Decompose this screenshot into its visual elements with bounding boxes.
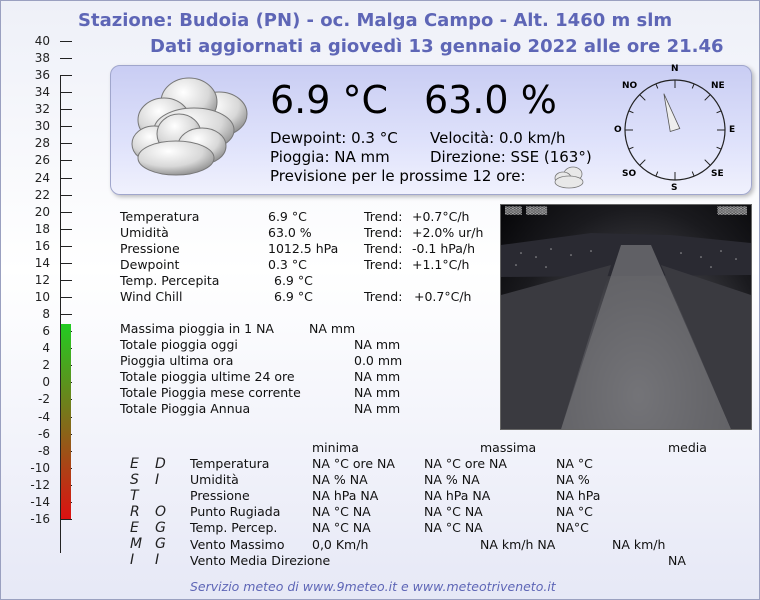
- extremes-row-min: NA °C NA: [312, 520, 371, 535]
- rain-max1h-label: Massima pioggia in 1 NA: [120, 321, 274, 336]
- oggi-letter: O: [155, 504, 167, 520]
- stat-label: Temperatura: [120, 209, 200, 224]
- stat-value: 6.9 °C: [274, 289, 313, 304]
- current-humidity: 63.0 %: [424, 78, 557, 122]
- wind-direction: Direzione: SSE (163°): [430, 148, 592, 166]
- update-time: Dati aggiornati a giovedì 13 gennaio 2022 alle ore 21.46: [150, 36, 724, 57]
- extremes-row-label: Punto Rugiada: [190, 504, 281, 519]
- stat-trend: +2.0% ur/h: [412, 225, 484, 240]
- rain-max1h-value: NA mm: [309, 321, 356, 336]
- station-title: Stazione: Budoia (PN) - oc. Malga Campo - Alt. 1460 m slm: [78, 10, 673, 31]
- extremes-row-label: Umidità: [190, 472, 239, 487]
- rain-last24-label: Totale pioggia ultime 24 ore: [120, 369, 295, 384]
- thermometer-tick-mark: [60, 297, 72, 298]
- compass-tick: [656, 84, 658, 89]
- extremes-row-avg: NA °C: [556, 504, 593, 519]
- extremes-row-label: Temperatura: [190, 456, 270, 471]
- extremes-row-avg: NA°C: [556, 520, 589, 535]
- thermometer-tick-label: -8: [38, 443, 50, 458]
- stat-trend-label: Trend:: [364, 289, 403, 304]
- oggi-letter: I: [155, 552, 160, 568]
- thermometer-tick-label: -12: [30, 477, 50, 492]
- thermometer-tick-label: 24: [34, 170, 50, 185]
- compass-ne: NE: [711, 81, 725, 91]
- thermometer-tick-label: 18: [34, 221, 50, 236]
- thermometer-tick-label: 30: [34, 119, 50, 134]
- compass-tick: [692, 84, 694, 89]
- compass-tick: [717, 111, 722, 113]
- stat-trend-label: Trend:: [364, 225, 403, 240]
- rain-year-label: Totale Pioggia Annua: [120, 401, 251, 416]
- stat-trend: -0.1 hPa/h: [412, 241, 476, 256]
- compass-n: N: [671, 64, 679, 74]
- compass-no: NO: [622, 81, 638, 91]
- webcam-scene: [501, 205, 751, 429]
- compass-e: E: [729, 125, 736, 135]
- wind-dir-label: Vento Media Direzione: [190, 553, 331, 568]
- thermometer-bar: [61, 324, 71, 519]
- compass-so: SO: [622, 169, 637, 179]
- wind-speed: Velocità: 0.0 km/h: [430, 129, 566, 147]
- rain-today-label: Totale pioggia oggi: [120, 337, 238, 352]
- extremes-header-avg: media: [668, 440, 707, 455]
- thermometer-tick-mark: [60, 143, 72, 144]
- thermometer-tick-mark: [60, 126, 72, 127]
- wind-max-min: 0,0 Km/h: [312, 537, 369, 552]
- forecast-label: Previsione per le prossime 12 ore:: [270, 167, 526, 185]
- extremes-row-max: NA hPa NA: [424, 488, 491, 503]
- thermometer-tick-label: 36: [34, 68, 50, 83]
- thermometer-tick-label: 6: [42, 324, 50, 339]
- rain-last24-value: NA mm: [354, 369, 401, 384]
- compass-tick: [629, 111, 634, 113]
- stat-trend: +0.7°C/h: [412, 209, 470, 224]
- extremes-row-min: NA °C ore NA: [312, 456, 395, 471]
- footer-credits[interactable]: Servizio meteo di www.9meteo.it e www.meteotriveneto.it: [190, 579, 556, 594]
- compass-tick: [629, 147, 634, 149]
- stat-trend: +1.1°C/h: [412, 257, 470, 272]
- extremes-row-min: NA °C NA: [312, 504, 371, 519]
- thermometer-tick-label: 22: [34, 187, 50, 202]
- thermometer-tick-mark: [60, 58, 72, 59]
- extremes-row-min: NA % NA: [312, 472, 368, 487]
- thermometer-tick-mark: [60, 195, 72, 196]
- thermometer-tick-label: 26: [34, 153, 50, 168]
- compass-s: S: [671, 183, 678, 193]
- extremes-letter: T: [130, 488, 139, 504]
- compass-se: SE: [711, 169, 724, 179]
- wind-dir-avg: NA: [668, 553, 686, 568]
- thermometer-tick-label: 34: [34, 85, 50, 100]
- thermometer-tick-label: 40: [34, 34, 50, 48]
- rain-month-value: NA mm: [354, 385, 401, 400]
- stat-value: 6.9 °C: [274, 273, 313, 288]
- thermometer-tick-mark: [60, 314, 72, 315]
- thermometer-tick-label: 4: [42, 341, 50, 356]
- thermometer-tick-mark: [60, 41, 72, 42]
- extremes-row-avg: NA %: [556, 472, 590, 487]
- rain-year-value: NA mm: [354, 401, 401, 416]
- stat-trend-label: Trend:: [364, 209, 403, 224]
- thermometer-tick-label: 16: [34, 238, 50, 253]
- wind-max-label: Vento Massimo: [190, 537, 285, 552]
- oggi-letter: G: [155, 536, 166, 552]
- rain-lasthour-value: 0.0 mm: [354, 353, 403, 368]
- extremes-header-min: minima: [312, 440, 359, 455]
- thermometer-tick-label: 8: [42, 307, 50, 322]
- wind-max-max: NA km/h NA: [480, 537, 556, 552]
- forecast-cloud-icon: [551, 164, 587, 190]
- extremes-letter: M: [130, 536, 143, 552]
- rain-lasthour-label: Pioggia ultima ora: [120, 353, 234, 368]
- compass-tick: [705, 95, 711, 101]
- webcam-image[interactable]: [500, 204, 752, 430]
- thermometer-tick-label: -6: [38, 426, 50, 441]
- dewpoint: Dewpoint: 0.3 °C: [270, 129, 398, 147]
- thermometer-tick-label: 2: [42, 358, 50, 373]
- stat-value: 63.0 %: [268, 225, 312, 240]
- extremes-letter: S: [130, 472, 139, 488]
- thermometer-tick-mark: [60, 160, 72, 161]
- extremes-row-label: Pressione: [190, 488, 250, 503]
- compass-needle: [659, 92, 680, 131]
- compass-tick: [717, 147, 722, 149]
- thermometer-tick-mark: [60, 280, 72, 281]
- extremes-letter: I: [130, 552, 135, 568]
- wind-max-avg: NA km/h: [612, 537, 666, 552]
- extremes-row-label: Temp. Percep.: [190, 520, 278, 535]
- rain: Pioggia: NA mm: [270, 148, 390, 166]
- stat-label: Pressione: [120, 241, 180, 256]
- wind-compass: [612, 64, 738, 194]
- extremes-letter: R: [130, 504, 140, 520]
- stat-label: Wind Chill: [120, 289, 183, 304]
- rain-today-value: NA mm: [354, 337, 401, 352]
- thermometer-tick-label: 0: [42, 375, 50, 390]
- stat-label: Dewpoint: [120, 257, 180, 272]
- extremes-letter: E: [130, 520, 139, 536]
- stat-trend-label: Trend:: [364, 257, 403, 272]
- extremes-row-max: NA °C NA: [424, 520, 483, 535]
- extremes-row-max: NA °C ore NA: [424, 456, 507, 471]
- extremes-row-min: NA hPa NA: [312, 488, 379, 503]
- extremes-row-max: NA % NA: [424, 472, 480, 487]
- thermometer-tick-label: 20: [34, 204, 50, 219]
- thermometer-tick-label: 10: [34, 290, 50, 305]
- extremes-letter: E: [130, 456, 139, 472]
- thermometer-tick-label: 32: [34, 102, 50, 117]
- thermometer-tick-label: -16: [30, 511, 50, 526]
- thermometer-tick-mark: [60, 92, 72, 93]
- stat-label: Umidità: [120, 225, 169, 240]
- cloud-icon: [124, 72, 254, 182]
- extremes-row-max: NA °C NA: [424, 504, 483, 519]
- oggi-letter: G: [155, 520, 166, 536]
- rain-month-label: Totale Pioggia mese corrente: [120, 385, 301, 400]
- extremes-row-avg: NA °C: [556, 456, 593, 471]
- thermometer-tick-label: 38: [34, 51, 50, 66]
- thermometer-tick-mark: [60, 109, 72, 110]
- thermometer-tick-mark: [60, 212, 72, 213]
- thermometer-tick-label: 12: [34, 272, 50, 287]
- webcam-timestamp-right: ▒▒▒▒▒▒▒: [717, 207, 747, 215]
- compass-tick: [640, 160, 646, 166]
- thermometer-tick-label: 28: [34, 136, 50, 151]
- compass-tick: [705, 160, 711, 166]
- stat-value: 1012.5 hPa: [268, 241, 339, 256]
- thermometer-tick-mark: [60, 178, 72, 179]
- thermometer-tick-label: -10: [30, 460, 50, 475]
- thermometer-tick-label: 14: [34, 255, 50, 270]
- thermometer-tick-label: -2: [38, 392, 50, 407]
- thermometer-tick-mark: [60, 246, 72, 247]
- current-temperature: 6.9 °C: [270, 78, 389, 122]
- thermometer-tick-mark: [60, 229, 72, 230]
- thermometer-tick-label: -14: [30, 494, 50, 509]
- thermometer-tick-mark: [60, 75, 72, 76]
- stat-trend-label: Trend:: [364, 241, 403, 256]
- compass-tick: [656, 172, 658, 177]
- extremes-header-max: massima: [480, 440, 537, 455]
- thermometer-scale: [0, 34, 70, 524]
- thermometer-tick-mark: [60, 519, 72, 520]
- compass-o: O: [614, 125, 622, 135]
- thermometer-tick-label: -4: [38, 409, 50, 424]
- thermometer-tick-mark: [60, 263, 72, 264]
- stat-value: 0.3 °C: [268, 257, 307, 272]
- extremes-row-avg: NA hPa: [556, 488, 601, 503]
- compass-tick: [692, 172, 694, 177]
- oggi-letter: D: [155, 456, 166, 472]
- webcam-timestamp-left: ▒▒▒▒ ▒▒▒▒▒: [505, 207, 548, 215]
- stat-trend: +0.7°C/h: [414, 289, 472, 304]
- stat-value: 6.9 °C: [268, 209, 307, 224]
- oggi-letter: I: [155, 472, 160, 488]
- stat-label: Temp. Percepita: [120, 273, 220, 288]
- compass-tick: [640, 95, 646, 101]
